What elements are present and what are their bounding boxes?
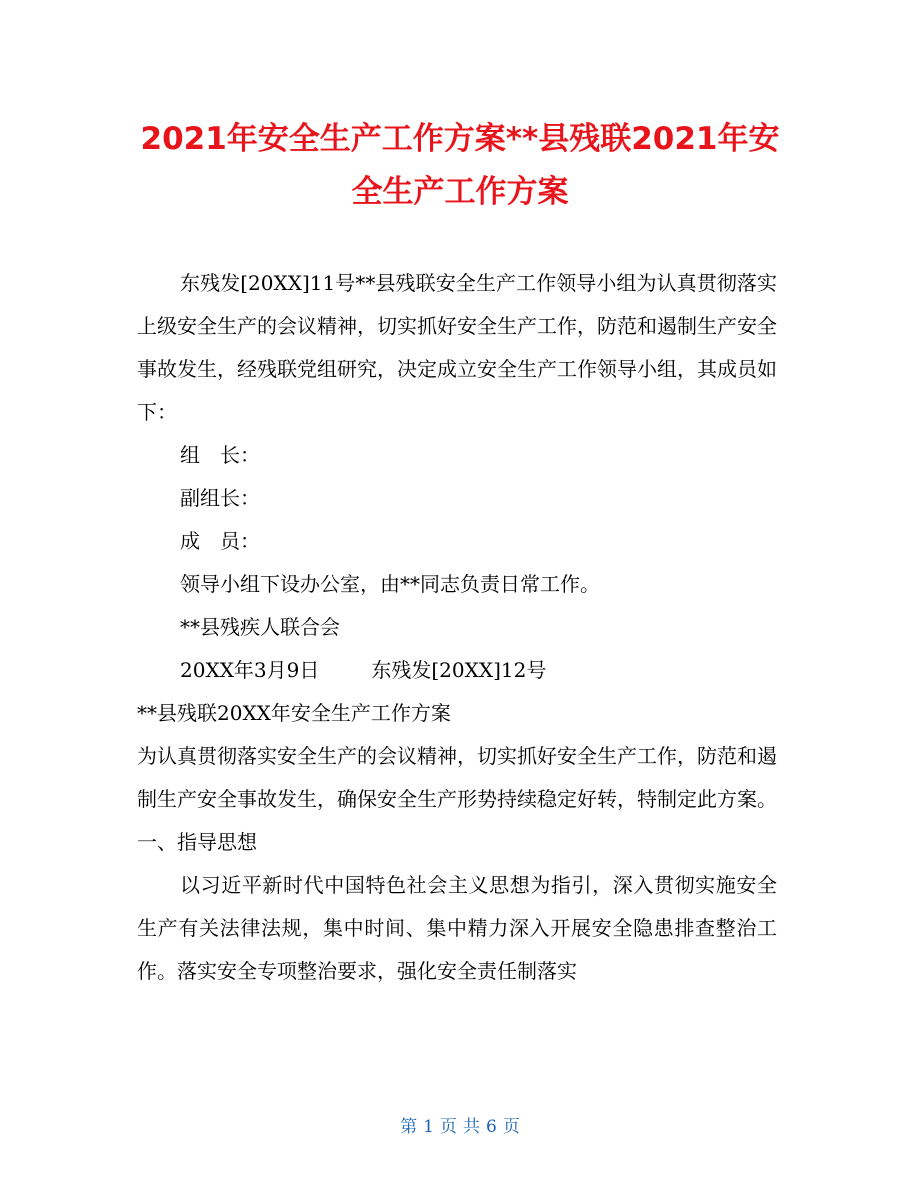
paragraph-guiding-thought: 以习近平新时代中国特色社会主义思想为指引，深入贯彻实施安全生产有关法律法规，集中时间、集中精力深入开展安全隐患排查整治工作。落实安全专项整治要求，强化安全责任制落实 [137, 873, 777, 983]
paragraph-deputy-leader: 副组长： [180, 486, 260, 510]
paragraph-organization: **县残疾人联合会 [180, 615, 340, 639]
footer-label-gong: 共 [463, 1117, 480, 1137]
paragraph-leader: 组 长： [180, 443, 260, 467]
paragraph-notice: 东残发[20XX]11号**县残联安全生产工作领导小组为认真贯彻落实上级安全生产的会议精神，切实抓好安全生产工作，防范和遏制生产安全事故发生，经残联党组研究，决定成立安全生产工作领导小组，其成员如下： [137, 271, 777, 424]
document-title [130, 113, 790, 219]
title-line-2: 全生产工作方案 [351, 174, 569, 210]
document-body [137, 262, 777, 993]
title-line-1: 2021年安全生产工作方案**县残联2021年安 [140, 121, 780, 157]
document-number: 东残发[20XX]12号 [371, 658, 547, 682]
paragraph-plan-purpose: 为认真贯彻落实安全生产的会议精神，切实抓好安全生产工作，防范和遏制生产安全事故发生，确保安全生产形势持续稳定好转，特制定此方案。 一、指导思想 [137, 744, 777, 854]
footer-label-ye-2: 页 [502, 1117, 520, 1137]
page-footer [0, 1112, 920, 1137]
issue-date: 20XX年3月9日 [180, 658, 320, 682]
paragraph-office: 领导小组下设办公室，由**同志负责日常工作。 [180, 572, 600, 596]
footer-label-ye: 页 [440, 1117, 457, 1137]
footer-current-page: 1 [423, 1117, 434, 1137]
paragraph-members: 成 员： [180, 529, 260, 553]
footer-label-di: 第 [400, 1117, 418, 1137]
paragraph-date-docno [137, 649, 777, 692]
footer-total-pages: 6 [486, 1117, 497, 1137]
paragraph-plan-title: **县残联20XX年安全生产工作方案 [137, 701, 451, 725]
